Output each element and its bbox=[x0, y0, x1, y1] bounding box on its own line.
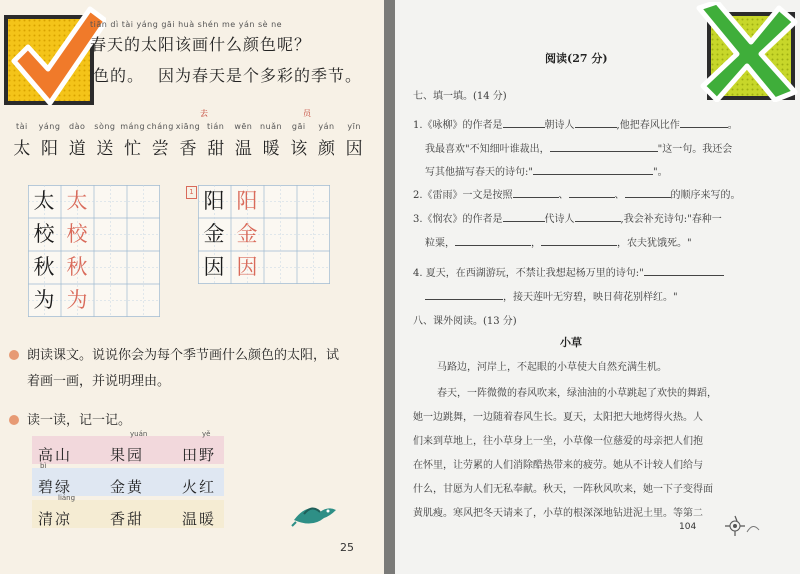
word-row bbox=[32, 494, 224, 528]
vocab-char: 太 bbox=[13, 139, 31, 159]
grid-char: 为 bbox=[33, 288, 55, 312]
word: 田野 bbox=[182, 446, 217, 464]
check-mark-sticker-icon bbox=[2, 3, 106, 107]
word: 金黄 bbox=[110, 478, 145, 496]
answer-blank[interactable] bbox=[575, 117, 617, 128]
task-1-line-2: 着画一画，并说明理由。 bbox=[27, 374, 171, 389]
q1-line-2: 我最喜欢"不知细叶谁裁出， "这一句。我还会 bbox=[425, 140, 732, 155]
writing-grid-right bbox=[198, 185, 330, 284]
grid-char-trace: 因 bbox=[236, 255, 258, 279]
q7-header: 七、填一填。(14 分) bbox=[413, 91, 507, 102]
rubric-mark-left: 去 bbox=[200, 109, 208, 118]
story-line: 她一边跳舞，一边随着春风生长。夏天，太阳把大地烤得火热。人 bbox=[413, 412, 703, 423]
story-title: 小草 bbox=[560, 336, 582, 349]
vocab-pinyin: cháng bbox=[146, 122, 174, 131]
question-line: 春天的太阳该画什么颜色呢？ bbox=[90, 35, 312, 54]
question-pinyin: tiān dì tài yáng gāi huà shén me yán sè ne bbox=[90, 20, 283, 29]
grid-char-trace: 阳 bbox=[236, 189, 258, 213]
answer-line-1: 色的。 bbox=[93, 66, 145, 85]
q3-line-1: 3.《悯农》的作者是 代诗人 ,我会补充诗句:"春种一 bbox=[413, 210, 722, 225]
word-panel bbox=[32, 430, 224, 532]
q8-header: 八、课外阅读。(13 分) bbox=[413, 316, 517, 327]
word-pinyin: yuán bbox=[130, 430, 148, 438]
story-line: 马路边，河岸上，不起眼的小草使大自然充满生机。 bbox=[437, 362, 667, 373]
grid-char: 金 bbox=[203, 222, 225, 246]
vocab-char: 阳 bbox=[41, 139, 59, 159]
vocab-pinyin: dào bbox=[69, 122, 86, 131]
q2-line: 2.《雷雨》一文是按照 、 、 的顺序来写的。 bbox=[413, 186, 741, 201]
answer-blank[interactable] bbox=[575, 211, 621, 222]
answer-blank[interactable] bbox=[503, 117, 545, 128]
word-row bbox=[32, 430, 224, 464]
grid-char-trace: 太 bbox=[66, 189, 88, 213]
q1-line-3: 写其他描写春天的诗句:" "。 bbox=[425, 163, 668, 178]
vocab-char: 香 bbox=[179, 139, 197, 159]
word: 香甜 bbox=[110, 510, 145, 528]
vocab-char: 颜 bbox=[317, 139, 335, 159]
grid-char: 太 bbox=[33, 189, 55, 213]
vocab-char: 送 bbox=[96, 139, 114, 159]
story-line: 们来到草地上，往小草身上一坐，小草像一位慈爱的母亲把人们抱 bbox=[413, 436, 703, 447]
vocab-pinyin: sòng bbox=[94, 122, 116, 131]
word: 清凉 bbox=[38, 510, 73, 528]
textbook-page-left bbox=[0, 0, 384, 574]
exam-page-right bbox=[395, 0, 800, 574]
word: 高山 bbox=[38, 446, 73, 464]
word-pinyin: liáng bbox=[58, 494, 76, 502]
vocab-char: 尝 bbox=[151, 139, 169, 159]
grid-char-trace: 秋 bbox=[66, 255, 88, 279]
vocab-pinyin: tián bbox=[207, 122, 225, 131]
task-bullet-icon bbox=[9, 350, 19, 360]
vocab-pinyin: gāi bbox=[291, 122, 306, 131]
q3-line-2: 粒粟， ， ，农夫犹饿死。" bbox=[425, 234, 692, 249]
vocab-pinyin: yīn bbox=[347, 122, 361, 131]
grid-char-trace: 金 bbox=[236, 222, 258, 246]
vocab-char: 温 bbox=[234, 139, 252, 159]
answer-blank[interactable] bbox=[569, 187, 615, 198]
rubric-mark-right: 员 bbox=[303, 109, 311, 118]
word-pinyin: bì bbox=[40, 462, 47, 470]
answer-blank[interactable] bbox=[644, 265, 724, 276]
story-line: 春天，一阵微微的春风吹来，绿油油的小草跳起了欢快的舞蹈， bbox=[437, 388, 717, 399]
answer-blank[interactable] bbox=[541, 235, 617, 246]
vocab-pinyin: wēn bbox=[234, 122, 253, 131]
word-pinyin: yě bbox=[202, 430, 211, 438]
answer-blank[interactable] bbox=[503, 211, 545, 222]
page-number: 104 bbox=[679, 522, 697, 532]
task-bullet-icon bbox=[9, 415, 19, 425]
q4-line-2: ，接天莲叶无穷碧，映日荷花别样红。" bbox=[425, 288, 678, 303]
answer-line-2: 因为春天是个多彩的季节。 bbox=[158, 66, 363, 85]
answer-blank[interactable] bbox=[680, 117, 728, 128]
page-number: 25 bbox=[340, 541, 354, 554]
word: 果园 bbox=[110, 446, 145, 464]
vocab-pinyin: nuǎn bbox=[260, 122, 283, 131]
word: 火红 bbox=[182, 478, 217, 496]
writing-grid-left bbox=[28, 185, 160, 317]
grid-char-trace: 为 bbox=[66, 288, 88, 312]
grid-marker: 1 bbox=[186, 186, 197, 199]
story-line: 什么，甘愿为人们无私奉献。秋天，一阵秋风吹来，她一下子变得面 bbox=[413, 484, 713, 495]
answer-blank[interactable] bbox=[533, 164, 653, 175]
vocab-char: 暖 bbox=[262, 139, 280, 159]
vocab-char: 因 bbox=[345, 139, 363, 159]
bird-illustration-icon bbox=[290, 498, 338, 528]
word: 碧绿 bbox=[38, 478, 73, 496]
word-row bbox=[32, 462, 224, 496]
vocab-pinyin: xiāng bbox=[175, 122, 201, 131]
word: 温暖 bbox=[182, 510, 217, 528]
answer-blank[interactable] bbox=[455, 235, 531, 246]
vocab-pinyin: máng bbox=[120, 122, 146, 131]
grid-char: 校 bbox=[33, 222, 55, 246]
grid-char: 秋 bbox=[33, 255, 55, 279]
task-1-line-1: 朗读课文。说说你会为每个季节画什么颜色的太阳，试 bbox=[27, 348, 340, 363]
task-2-title: 读一读，记一记。 bbox=[27, 413, 132, 428]
vocab-char: 甜 bbox=[207, 139, 225, 159]
answer-blank[interactable] bbox=[550, 141, 658, 152]
section-title: 阅读(27 分) bbox=[545, 52, 608, 65]
answer-blank[interactable] bbox=[513, 187, 559, 198]
story-line: 黄肌瘦。寒风把冬天请来了，小草的根深深地钻进泥土里。等第二 bbox=[413, 508, 703, 519]
vocab-pinyin: yáng bbox=[38, 122, 61, 131]
vocab-pinyin: yán bbox=[318, 122, 335, 131]
q4-line-1: 4. 夏天，在西湖游玩，不禁让我想起杨万里的诗句:" bbox=[413, 264, 724, 279]
answer-blank[interactable] bbox=[425, 289, 503, 300]
vocab-char: 该 bbox=[290, 139, 308, 159]
answer-blank[interactable] bbox=[625, 187, 671, 198]
vocab-char: 忙 bbox=[124, 139, 142, 159]
vocab-pinyin: tài bbox=[15, 122, 28, 131]
grid-char-trace: 校 bbox=[66, 222, 88, 246]
vocab-char: 道 bbox=[68, 139, 86, 159]
q1-line-1: 1.《咏柳》的作者是 朝诗人 ,他把春风比作 。 bbox=[413, 116, 738, 131]
story-line: 在怀里，让劳累的人们消除酷热带来的疲劳。她从不计较人们给与 bbox=[413, 460, 703, 471]
grid-char: 阳 bbox=[203, 189, 225, 213]
cross-mark-sticker-icon bbox=[695, 2, 799, 102]
grid-char: 因 bbox=[203, 255, 225, 279]
flower-decoration-icon bbox=[721, 512, 761, 540]
vocabulary-row bbox=[8, 122, 368, 162]
